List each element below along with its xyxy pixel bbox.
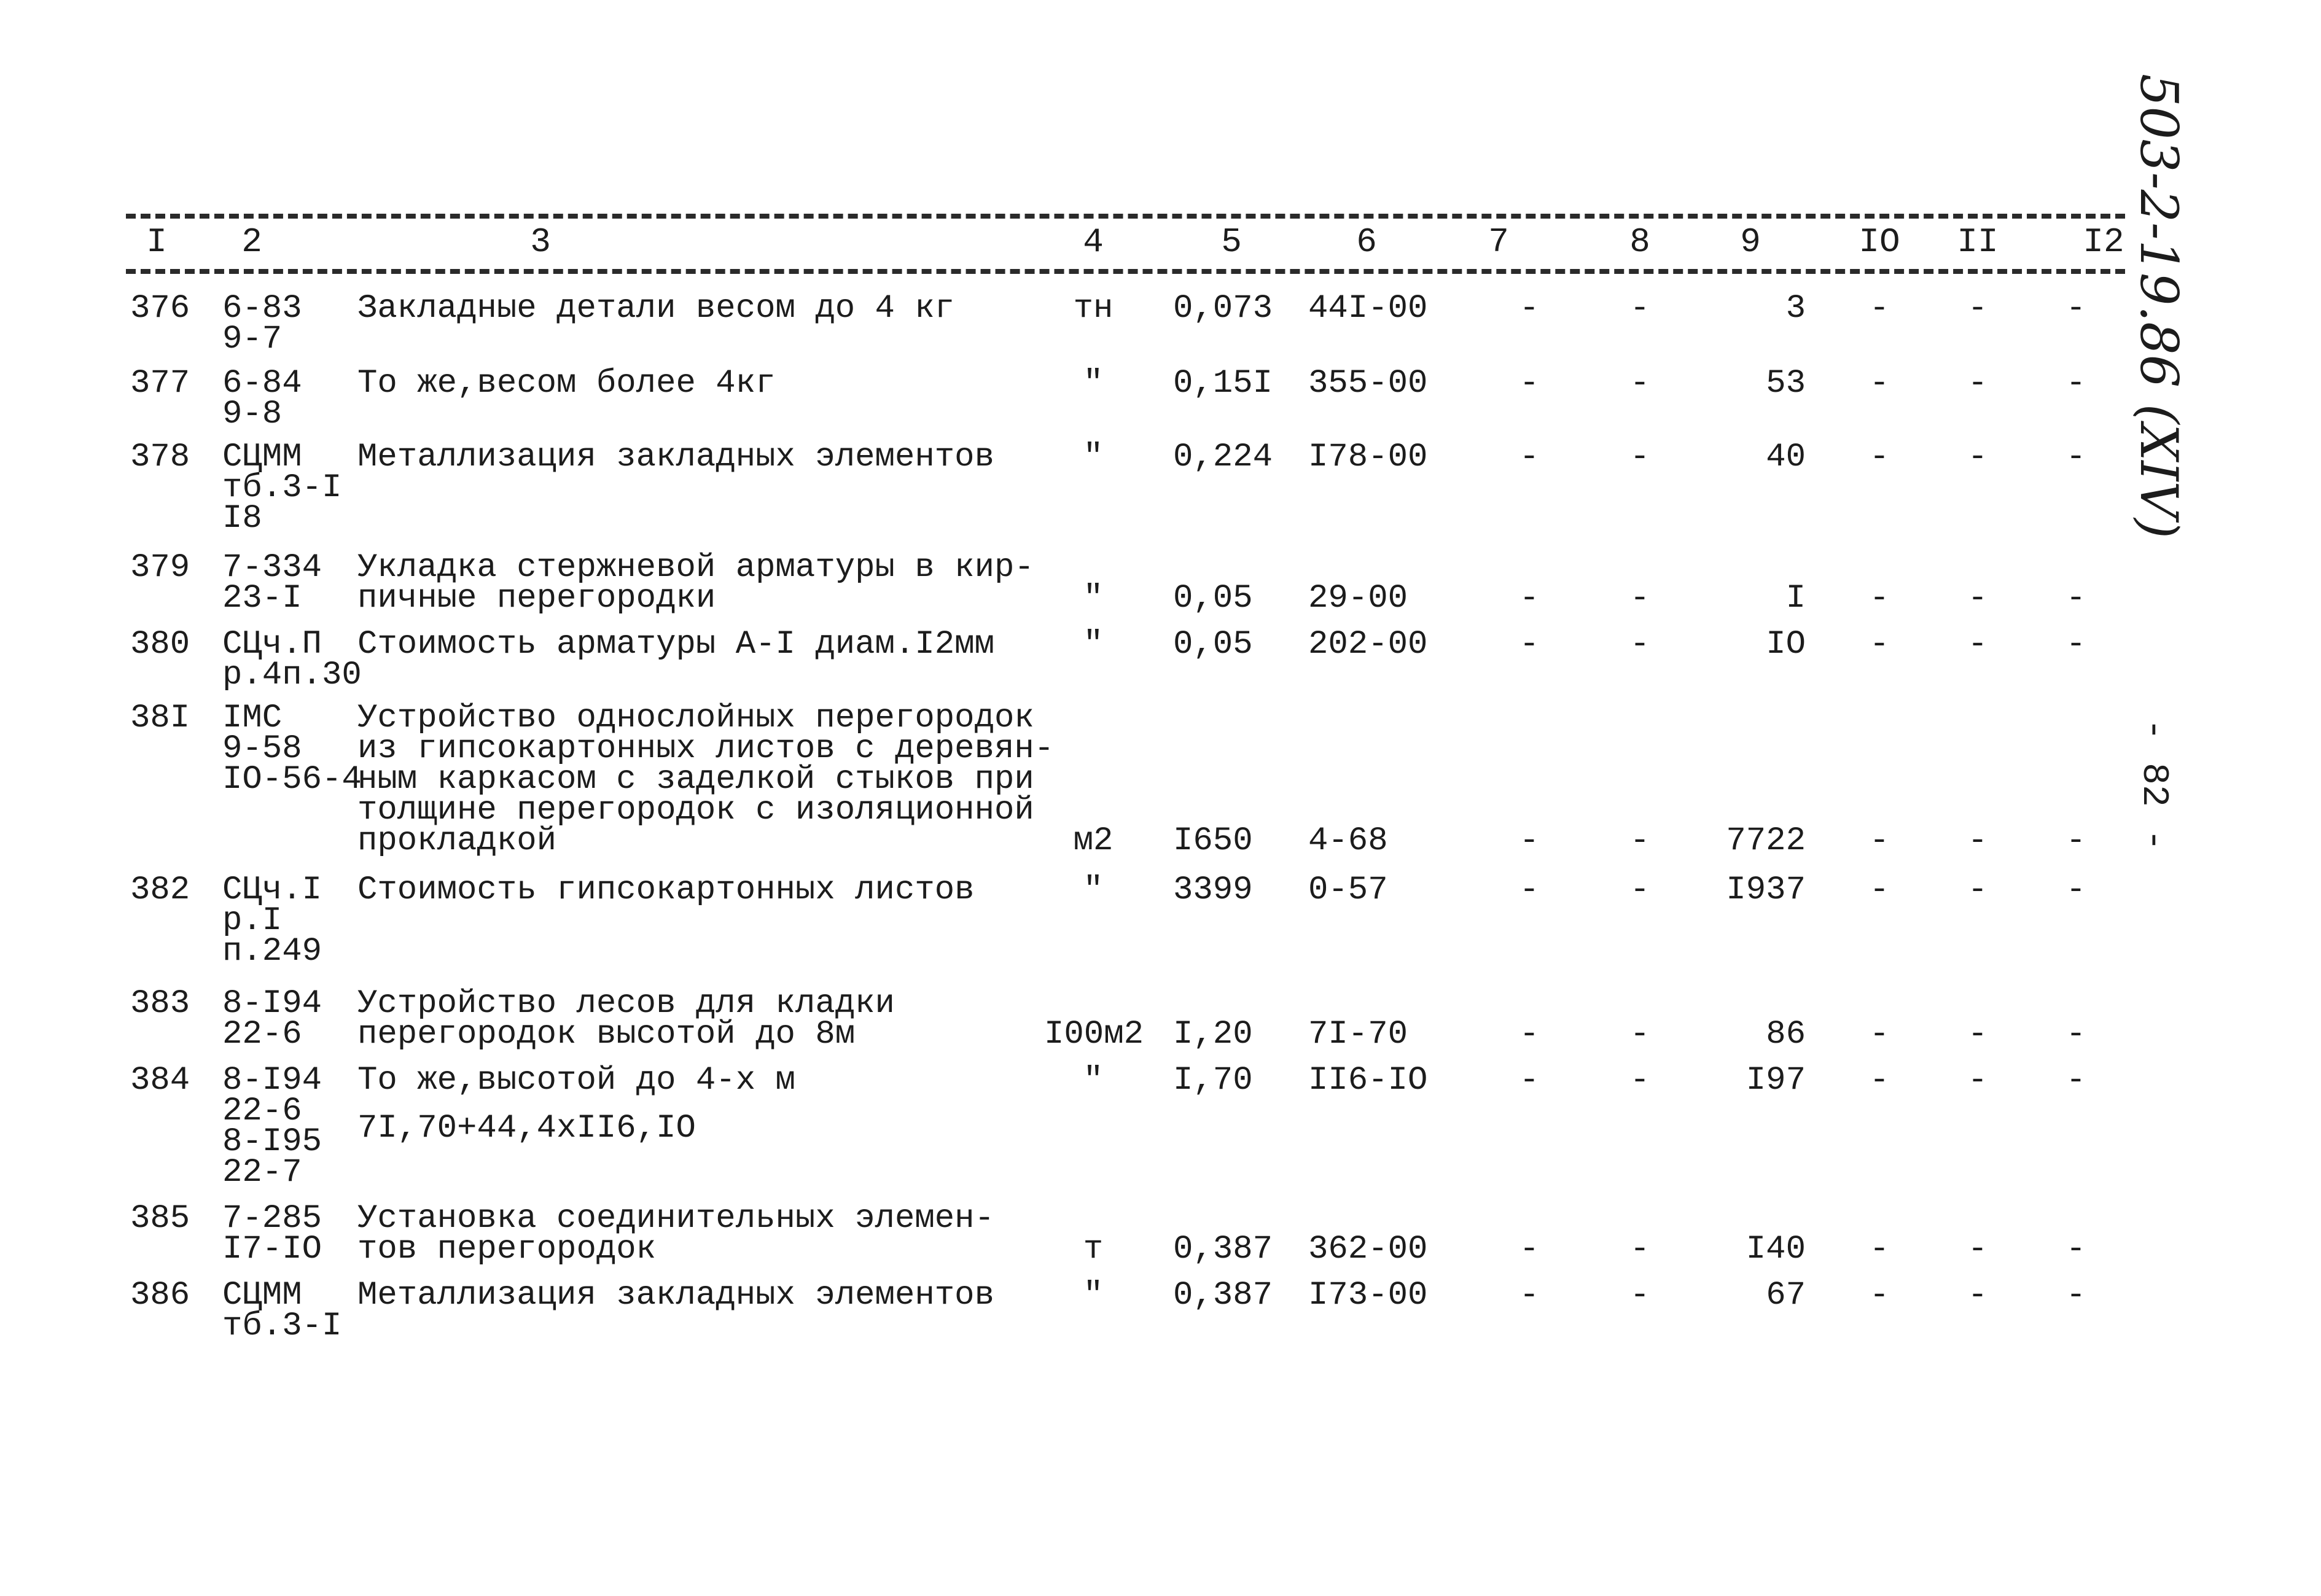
- norm-code-line: 22-6: [222, 1016, 302, 1053]
- col-11: -: [1967, 1277, 1988, 1314]
- col-9-total: I97: [1746, 1062, 1806, 1099]
- work-description-line: Установка соединительных элемен-: [357, 1200, 994, 1237]
- col-8: -: [1629, 1062, 1650, 1099]
- col-7: -: [1519, 822, 1540, 860]
- norm-code: [222, 549, 322, 617]
- unit-price: 362-00: [1308, 1231, 1428, 1268]
- col-9-total: 53: [1766, 365, 1806, 402]
- work-description: [357, 871, 975, 909]
- col-8: -: [1629, 871, 1650, 909]
- col-9-total: 7722: [1726, 822, 1806, 860]
- row-number: 38I: [130, 699, 190, 737]
- col-7: -: [1519, 626, 1540, 663]
- col-7: -: [1519, 871, 1540, 909]
- unit-price: 4-68: [1308, 822, 1388, 860]
- work-description-line: Металлизация закладных элементов: [357, 1277, 994, 1314]
- quantity: 3399: [1173, 871, 1253, 909]
- col-11: -: [1967, 290, 1988, 327]
- work-description-line: толщине перегородок с изоляционной: [357, 792, 1034, 829]
- col-7: -: [1519, 1016, 1540, 1053]
- col-7: -: [1519, 1231, 1540, 1268]
- col-12: -: [2065, 438, 2086, 476]
- norm-code-line: 9-58: [222, 730, 302, 768]
- norm-code-line: СЦч.П: [222, 626, 322, 663]
- col-11: -: [1967, 1062, 1988, 1099]
- norm-code-line: тб.3-I: [222, 1307, 342, 1345]
- work-description: [357, 626, 994, 663]
- work-description: [357, 1200, 994, 1268]
- col-8: -: [1629, 1231, 1650, 1268]
- col-11: -: [1967, 871, 1988, 909]
- quantity: 0,387: [1173, 1277, 1273, 1314]
- col-8: -: [1629, 1277, 1650, 1314]
- column-header-9: 9: [1740, 222, 1761, 262]
- column-header-3: 3: [530, 222, 551, 262]
- col-10: -: [1869, 871, 1890, 909]
- work-description-line: пичные перегородки: [357, 580, 716, 617]
- work-description-line: Стоимость арматуры А-I диам.I2мм: [357, 626, 994, 663]
- document-code: 503-2-19.86 (XIV): [2129, 74, 2189, 539]
- col-9-total: I: [1785, 580, 1806, 617]
- norm-code: [222, 365, 302, 433]
- col-11: -: [1967, 580, 1988, 617]
- norm-code-line: 9-8: [222, 395, 283, 433]
- work-description: [357, 365, 776, 402]
- unit-price: 7I-70: [1308, 1016, 1408, 1053]
- norm-code-line: СЦч.I: [222, 871, 322, 909]
- unit-price: 202-00: [1308, 626, 1428, 663]
- norm-code-line: I8: [222, 500, 262, 537]
- norm-code-line: 23-I: [222, 580, 302, 617]
- col-8: -: [1629, 1016, 1650, 1053]
- work-description-line: То же,весом более 4кг: [357, 365, 776, 402]
- col-9-total: 40: [1766, 438, 1806, 476]
- unit: ": [1083, 1277, 1104, 1314]
- header-rule-bottom: [126, 269, 2125, 274]
- work-description-line: тов перегородок: [357, 1231, 657, 1268]
- norm-code-line: 8-I94: [222, 1062, 322, 1099]
- col-9-total: 86: [1766, 1016, 1806, 1053]
- norm-code: [222, 290, 302, 358]
- work-description: [357, 549, 1034, 617]
- col-7: -: [1519, 1277, 1540, 1314]
- work-description-line: Устройство однослойных перегородок: [357, 699, 1034, 737]
- col-8: -: [1629, 365, 1650, 402]
- column-header-1: I: [146, 222, 167, 262]
- work-description-line: из гипсокартонных листов с деревян-: [357, 730, 1055, 768]
- norm-code-line: СЦММ: [222, 438, 302, 476]
- quantity: 0,387: [1173, 1231, 1273, 1268]
- norm-code-line: 7-285: [222, 1200, 322, 1237]
- unit: ": [1083, 438, 1104, 476]
- col-12: -: [2065, 822, 2086, 860]
- column-header-10: IO: [1859, 222, 1900, 262]
- col-7: -: [1519, 580, 1540, 617]
- norm-code-line: п.249: [222, 933, 322, 970]
- column-header-12: I2: [2083, 222, 2124, 262]
- col-12: -: [2065, 1277, 2086, 1314]
- col-11: -: [1967, 438, 1988, 476]
- norm-code-line: тб.3-I: [222, 469, 342, 507]
- column-header-7: 7: [1488, 222, 1509, 262]
- col-10: -: [1869, 1231, 1890, 1268]
- quantity: I,20: [1173, 1016, 1253, 1053]
- unit-price: I78-00: [1308, 438, 1428, 476]
- col-9-total: 67: [1766, 1277, 1806, 1314]
- norm-code: [222, 1062, 322, 1191]
- unit: тн: [1073, 290, 1114, 327]
- norm-code-line: 8-I94: [222, 985, 322, 1022]
- col-11: -: [1967, 626, 1988, 663]
- col-10: -: [1869, 1062, 1890, 1099]
- row-number: 376: [130, 290, 190, 327]
- norm-code: [222, 871, 322, 970]
- col-9-total: 3: [1785, 290, 1806, 327]
- quantity: I,70: [1173, 1062, 1253, 1099]
- col-11: -: [1967, 1231, 1988, 1268]
- quantity: 0,073: [1173, 290, 1273, 327]
- row-number: 385: [130, 1200, 190, 1237]
- row-number: 386: [130, 1277, 190, 1314]
- work-description: [357, 985, 895, 1053]
- unit: т: [1083, 1231, 1104, 1268]
- row-number: 378: [130, 438, 190, 476]
- row-number: 384: [130, 1062, 190, 1099]
- norm-code: [222, 985, 322, 1053]
- col-8: -: [1629, 438, 1650, 476]
- quantity: I650: [1173, 822, 1253, 860]
- col-8: -: [1629, 580, 1650, 617]
- work-description-line: Укладка стержневой арматуры в кир-: [357, 549, 1034, 586]
- column-header-8: 8: [1629, 222, 1650, 262]
- unit-price: 355-00: [1308, 365, 1428, 402]
- work-description-line: Металлизация закладных элементов: [357, 438, 994, 476]
- row-number: 379: [130, 549, 190, 586]
- col-12: -: [2065, 871, 2086, 909]
- unit-price: 0-57: [1308, 871, 1388, 909]
- column-header-4: 4: [1083, 222, 1104, 262]
- column-header-6: 6: [1356, 222, 1377, 262]
- norm-code-line: 9-7: [222, 321, 283, 358]
- col-8: -: [1629, 290, 1650, 327]
- col-12: -: [2065, 580, 2086, 617]
- norm-code-line: IМС: [222, 699, 283, 737]
- col-12: -: [2065, 365, 2086, 402]
- unit-price: II6-IO: [1308, 1062, 1428, 1099]
- unit-price: 29-00: [1308, 580, 1408, 617]
- work-description-line: прокладкой: [357, 822, 557, 860]
- col-7: -: [1519, 365, 1540, 402]
- norm-code: [222, 1277, 342, 1345]
- norm-code: [222, 438, 342, 537]
- norm-code-line: 7-334: [222, 549, 322, 586]
- col-8: -: [1629, 822, 1650, 860]
- unit: ": [1083, 365, 1104, 402]
- col-10: -: [1869, 822, 1890, 860]
- col-11: -: [1967, 822, 1988, 860]
- column-header-11: II: [1957, 222, 1999, 262]
- col-9-total: IO: [1766, 626, 1806, 663]
- norm-code: [222, 626, 362, 694]
- col-12: -: [2065, 626, 2086, 663]
- norm-code-line: IO-56-4: [222, 761, 362, 798]
- work-description-line: Закладные детали весом до 4 кг: [357, 290, 955, 327]
- row-number: 380: [130, 626, 190, 663]
- col-7: -: [1519, 290, 1540, 327]
- col-9-total: I40: [1746, 1231, 1806, 1268]
- work-description-line: Стоимость гипсокартонных листов: [357, 871, 975, 909]
- norm-code-line: СЦММ: [222, 1277, 302, 1314]
- col-8: -: [1629, 626, 1650, 663]
- norm-code-line: I7-IO: [222, 1231, 322, 1268]
- col-10: -: [1869, 1016, 1890, 1053]
- work-description-line: ным каркасом с заделкой стыков при: [357, 761, 1034, 798]
- unit-price: I73-00: [1308, 1277, 1428, 1314]
- unit: м2: [1073, 822, 1114, 860]
- work-description: [357, 290, 955, 327]
- header-rule-top: [126, 214, 2125, 219]
- column-header-2: 2: [241, 222, 262, 262]
- col-10: -: [1869, 290, 1890, 327]
- quantity: 0,05: [1173, 580, 1253, 617]
- work-description: [357, 438, 994, 476]
- row-number: 383: [130, 985, 190, 1022]
- unit: I00м2: [1044, 1016, 1144, 1053]
- col-12: -: [2065, 1016, 2086, 1053]
- col-11: -: [1967, 365, 1988, 402]
- col-10: -: [1869, 1277, 1890, 1314]
- column-header-5: 5: [1221, 222, 1242, 262]
- unit: ": [1083, 1062, 1104, 1099]
- norm-code-line: 8-I95: [222, 1123, 322, 1161]
- col-10: -: [1869, 626, 1890, 663]
- col-10: -: [1869, 580, 1890, 617]
- col-7: -: [1519, 438, 1540, 476]
- col-11: -: [1967, 1016, 1988, 1053]
- col-12: -: [2065, 290, 2086, 327]
- col-7: -: [1519, 1062, 1540, 1099]
- work-description-line: перегородок высотой до 8м: [357, 1016, 856, 1053]
- row-number: 377: [130, 365, 190, 402]
- col-12: -: [2065, 1062, 2086, 1099]
- quantity: 0,224: [1173, 438, 1273, 476]
- col-12: -: [2065, 1231, 2086, 1268]
- quantity: 0,05: [1173, 626, 1253, 663]
- norm-code-line: 6-83: [222, 290, 302, 327]
- unit: ": [1083, 626, 1104, 663]
- work-description-line: Устройство лесов для кладки: [357, 985, 895, 1022]
- page-number: - 82 -: [2132, 718, 2174, 852]
- work-description: [357, 1062, 795, 1099]
- work-description: [357, 699, 1055, 860]
- norm-code: [222, 699, 362, 798]
- unit-price: 44I-00: [1308, 290, 1428, 327]
- norm-code-line: 22-6: [222, 1092, 302, 1130]
- col-10: -: [1869, 438, 1890, 476]
- quantity: 0,15I: [1173, 365, 1273, 402]
- norm-code-line: 6-84: [222, 365, 302, 402]
- calculation-note: 7I,70+44,4хII6,IO: [357, 1110, 696, 1147]
- norm-code: [222, 1200, 322, 1268]
- unit: ": [1083, 871, 1104, 909]
- norm-code-line: р.I: [222, 902, 283, 940]
- norm-code-line: р.4п.30: [222, 656, 362, 694]
- col-10: -: [1869, 365, 1890, 402]
- work-description-line: То же,высотой до 4-х м: [357, 1062, 795, 1099]
- norm-code-line: 22-7: [222, 1154, 302, 1191]
- col-9-total: I937: [1726, 871, 1806, 909]
- work-description: [357, 1277, 994, 1314]
- unit: ": [1083, 580, 1104, 617]
- row-number: 382: [130, 871, 190, 909]
